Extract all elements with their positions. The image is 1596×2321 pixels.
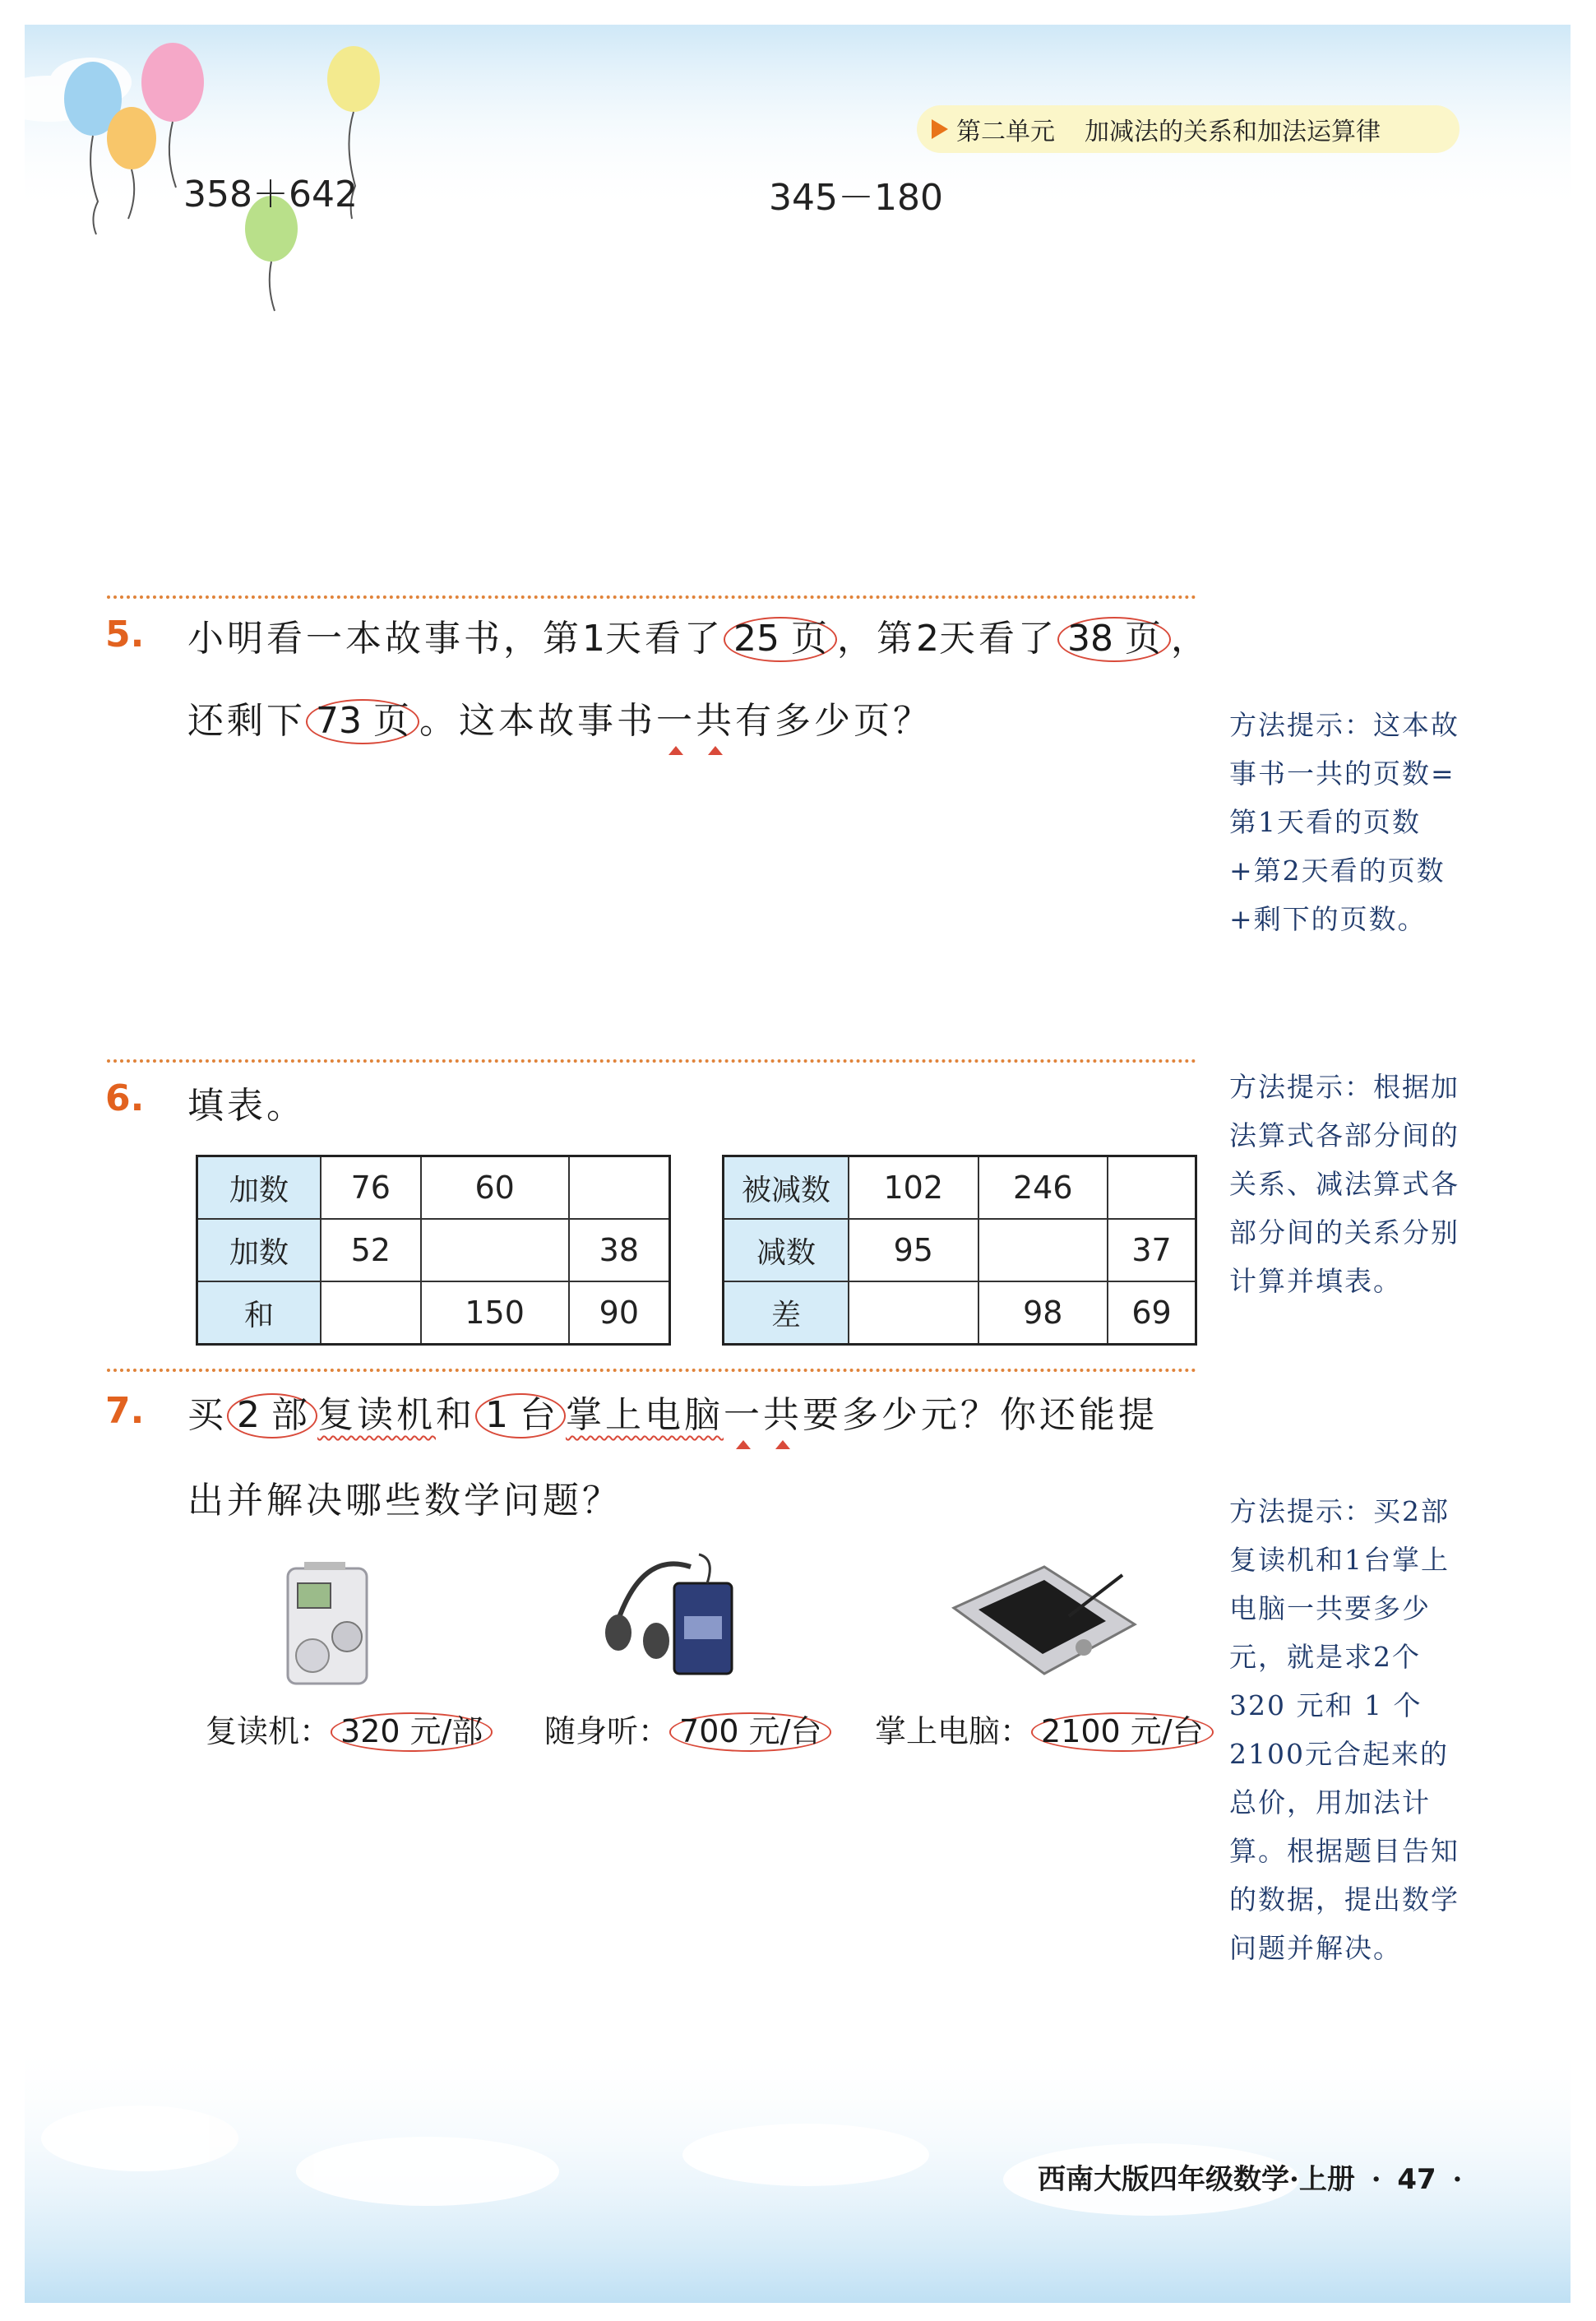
table-cell-blank[interactable] <box>1108 1156 1196 1220</box>
table-cell: 95 <box>849 1219 978 1281</box>
question-5-line-2: 还剩下 73 页 。这本故事书一共有多少页？ <box>187 691 932 744</box>
circled-pages-3: 73 页 <box>306 699 419 744</box>
table-cell-blank[interactable] <box>569 1156 670 1220</box>
table-cell-blank[interactable] <box>321 1281 421 1345</box>
table-header-cell: 加数 <box>197 1156 322 1220</box>
table-cell: 98 <box>978 1281 1108 1345</box>
table-cell-blank[interactable] <box>978 1219 1108 1281</box>
unit-label: 第二单元 <box>956 118 1055 146</box>
addition-table <box>196 1155 671 1346</box>
table-header-cell: 减数 <box>724 1219 849 1281</box>
question-7-line-2: 出并解决哪些数学问题？ <box>187 1480 622 1522</box>
table-header-cell: 差 <box>724 1281 849 1345</box>
table-header-cell: 加数 <box>197 1219 322 1281</box>
subtraction-table <box>722 1155 1197 1346</box>
page-number: 47 <box>1397 2163 1436 2196</box>
question-6-title: 填表。 <box>187 1085 306 1127</box>
table-cell: 69 <box>1108 1281 1196 1345</box>
table-row <box>197 1219 670 1281</box>
walkman-icon <box>600 1550 748 1690</box>
circled-qty-1: 2 部 <box>227 1393 317 1438</box>
table-cell: 150 <box>421 1281 569 1345</box>
unit-header <box>917 105 1460 153</box>
question-5-number: 5. <box>105 614 145 656</box>
page-footer: 西南大版四年级数学·上册 · 47 · <box>1038 2163 1463 2196</box>
product-price-1: 复读机： 320 元/部 <box>206 1706 493 1752</box>
table-cell: 246 <box>978 1156 1108 1220</box>
table-cell-blank[interactable] <box>849 1281 978 1345</box>
table-row <box>724 1281 1196 1345</box>
question-7-hint: 方法提示：买2部复读机和1台掌上电脑一共要多少元，就是求2个320 元和 1 个2100元合起来的总价，用加法计算。根据题目告知的数据，提出数学问题并解决。 <box>1229 1495 1460 1964</box>
question-7-number: 7. <box>105 1390 145 1432</box>
table-header-cell: 被减数 <box>724 1156 849 1220</box>
circled-pages-2: 38 页 <box>1057 617 1171 662</box>
play-arrow-icon <box>932 119 948 139</box>
divider <box>107 1369 1196 1372</box>
question-5-line-1: 小明看一本故事书，第1天看了 25 页 ，第2天看了 38 页 ， <box>187 609 1210 662</box>
question-6-hint: 方法提示：根据加法算式各部分间的关系、减法算式各部分间的关系分别计算并填表。 <box>1229 1071 1460 1297</box>
cassette-recorder-icon <box>280 1559 378 1690</box>
divider <box>107 595 1196 599</box>
table-row <box>724 1219 1196 1281</box>
table-cell: 76 <box>321 1156 421 1220</box>
product-price-3: 掌上电脑： 2100 元/台 <box>875 1706 1214 1752</box>
product-price-2: 随身听： 700 元/台 <box>544 1706 831 1752</box>
book-title: 西南大版四年级数学·上册 <box>1038 2163 1355 2196</box>
question-6-number: 6. <box>105 1077 145 1119</box>
table-header-cell: 和 <box>197 1281 322 1345</box>
table-row <box>724 1156 1196 1220</box>
table-cell-blank[interactable] <box>421 1219 569 1281</box>
table-row <box>197 1281 670 1345</box>
table-cell: 90 <box>569 1281 670 1345</box>
question-5-hint: 方法提示：这本故事书一共的页数=第1天看的页数+第2天看的页数+剩下的页数。 <box>1229 709 1460 935</box>
divider <box>107 1059 1196 1063</box>
table-cell: 60 <box>421 1156 569 1220</box>
table-cell: 52 <box>321 1219 421 1281</box>
table-row <box>197 1156 670 1220</box>
expression-1: 358＋642 <box>183 174 358 215</box>
circled-pages-1: 25 页 <box>724 617 837 662</box>
question-7-line-1: 买 2 部 复读机和 1 台 掌上电脑一共要多少元？你还能提 <box>187 1385 1158 1438</box>
circled-qty-2: 1 台 <box>475 1393 566 1438</box>
pda-icon <box>946 1559 1143 1682</box>
unit-title: 加减法的关系和加法运算律 <box>1085 118 1381 146</box>
expression-2: 345－180 <box>769 177 943 219</box>
table-cell: 38 <box>569 1219 670 1281</box>
table-cell: 37 <box>1108 1219 1196 1281</box>
table-cell: 102 <box>849 1156 978 1220</box>
